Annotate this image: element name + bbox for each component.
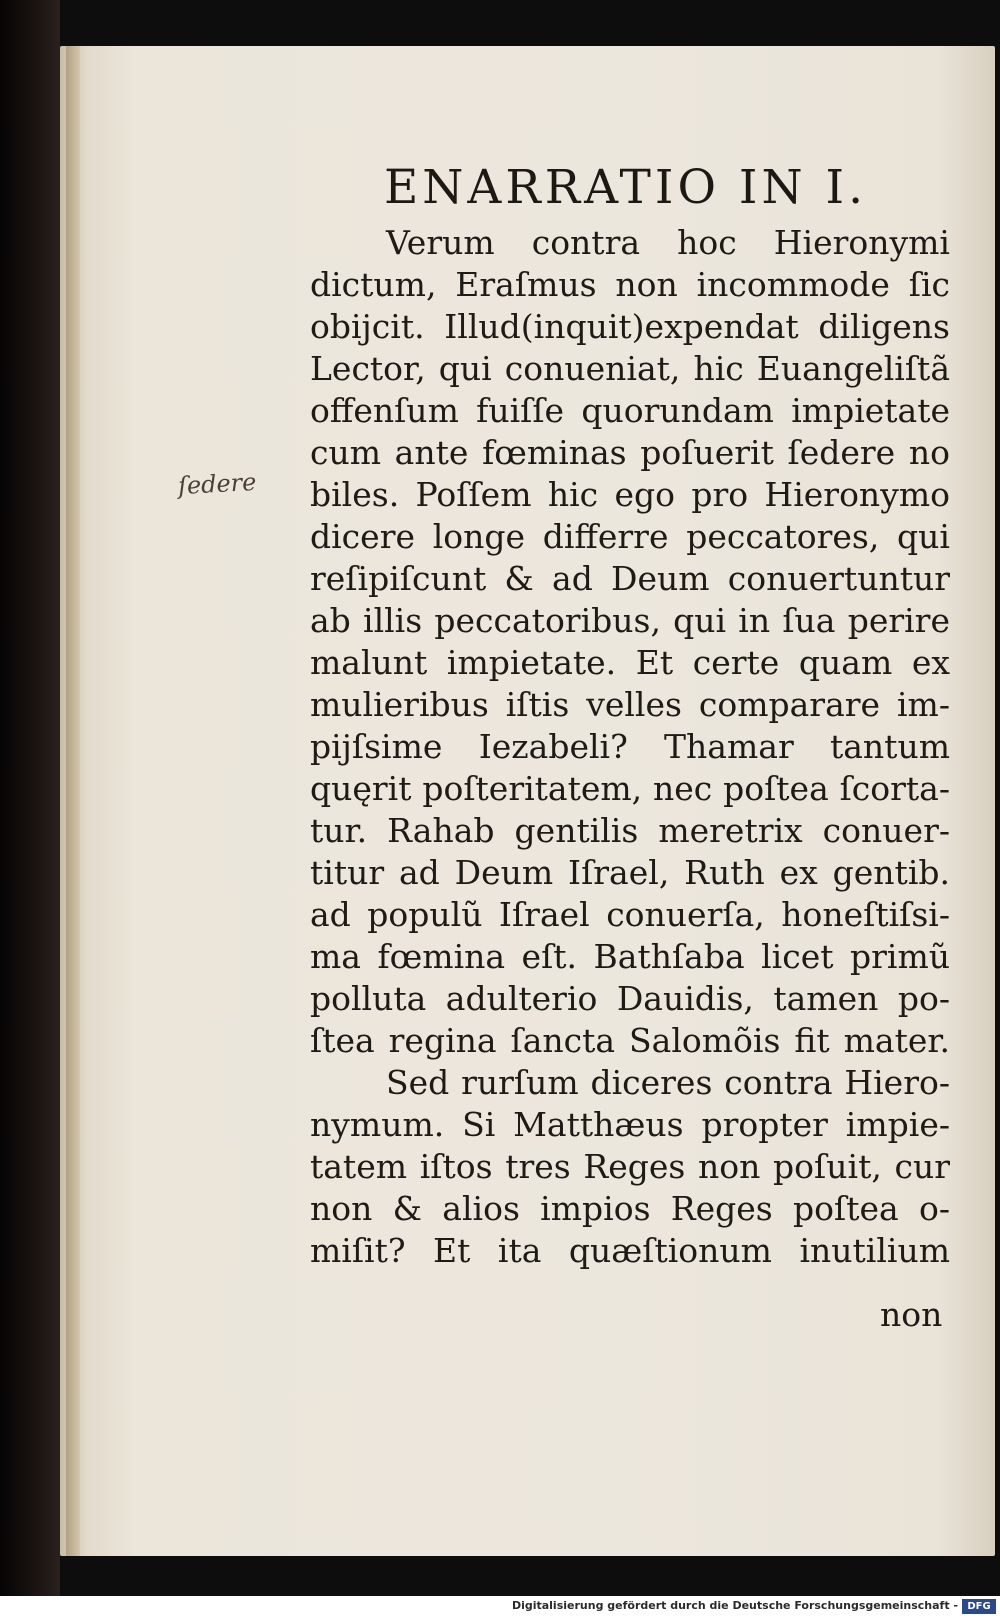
text-line: dictum, Eraſmus non incommode ſic <box>310 265 950 304</box>
text-line: obijcit. Illud(inquit)expendat diligens <box>310 307 950 346</box>
text-line: ma fœmina eſt. Bathſaba licet primũ <box>310 937 950 976</box>
footer-credit: Digitalisierung gefördert durch die Deutsche Forschungsgemeinschaft - <box>511 1599 958 1612</box>
running-header: ENARRATIO IN I. <box>384 160 868 215</box>
body-text <box>310 222 950 1272</box>
text-line: nymum. Si Matthæus propter impie- <box>310 1105 950 1144</box>
text-line: Lector, qui conueniat, hic Euangeliſtã <box>310 349 950 388</box>
text-line: reſipiſcunt & ad Deum conuertuntur <box>310 559 950 598</box>
text-line: Sed rurſum diceres contra Hiero- <box>386 1063 950 1102</box>
text-line: tatem iſtos tres Reges non poſuit, cur <box>310 1147 950 1186</box>
text-line: offenſum fuiſſe quorundam impietate <box>310 391 950 430</box>
text-line: titur ad Deum Iſrael, Ruth ex gentib. <box>310 853 950 892</box>
text-line: Verum contra hoc Hieronymi <box>386 223 950 262</box>
text-line: ab illis peccatoribus, qui in ſua perire <box>310 601 950 640</box>
catchword: non <box>880 1295 943 1334</box>
book-spine <box>0 0 60 1618</box>
text-line: non & alios impios Reges poſtea o- <box>310 1189 950 1228</box>
text-line: ſtea regina ſancta Salomõis fit mater. <box>310 1021 950 1060</box>
dfg-logo-icon[interactable]: DFG <box>962 1599 996 1614</box>
text-line: miſit? Et ita quæſtionum inutilium <box>310 1231 950 1270</box>
text-line: cum ante fœminas poſuerit ſedere no <box>310 433 950 472</box>
text-line: polluta adulterio Dauidis, tamen po- <box>310 979 950 1018</box>
text-line: ad populũ Iſrael conuerſa, honeſtiſsi- <box>310 895 950 934</box>
text-line: quęrit poſteritatem, nec poſtea ſcorta- <box>310 769 950 808</box>
text-line: tur. Rahab gentilis meretrix conuer- <box>310 811 950 850</box>
text-line: dicere longe differre peccatores, qui <box>310 517 950 556</box>
text-line: biles. Poſſem hic ego pro Hieronymo <box>310 475 950 514</box>
page-gutter <box>66 46 80 1556</box>
digitization-footer <box>0 1596 1000 1618</box>
text-line: pijſsime Iezabeli? Thamar tantum <box>310 727 950 766</box>
marginal-note: ſedere <box>177 467 258 501</box>
text-line: malunt impietate. Et certe quam ex <box>310 643 950 682</box>
text-line: mulieribus iſtis velles comparare im- <box>310 685 950 724</box>
